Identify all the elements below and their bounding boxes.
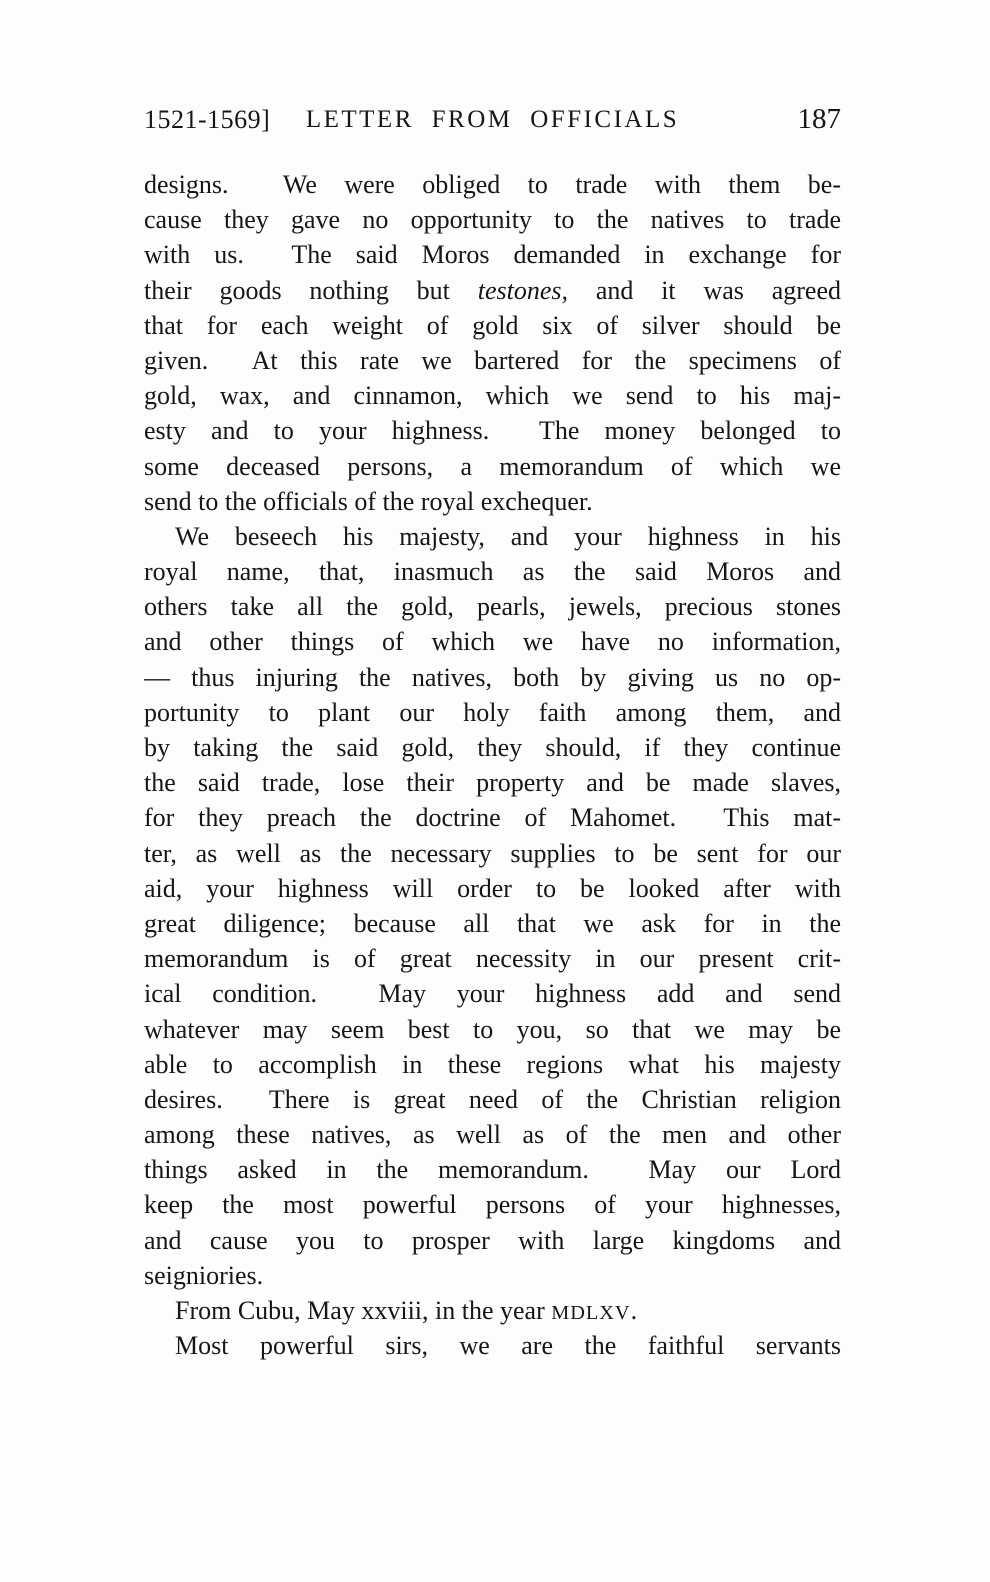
header-year-range: 1521-1569] — [144, 105, 271, 134]
text-line: some deceased persons, a memorandum of which we — [144, 451, 841, 481]
small-caps-year: MDLXV — [551, 1302, 631, 1324]
header-title: LETTER FROM OFFICIALS — [305, 106, 680, 133]
text-line: and other things of which we have no information, — [144, 627, 841, 657]
text-line: able to accomplish in these regions what his majesty — [144, 1049, 841, 1079]
header-page-number: 187 — [797, 103, 841, 135]
text-line: We beseech his majesty, and your highness in his — [175, 521, 841, 551]
page-body — [144, 167, 841, 1363]
text-line: the said trade, lose their property and be made slaves, — [144, 768, 841, 798]
text-line: esty and to your highness. The money belonged to — [144, 416, 841, 446]
paragraph — [144, 1293, 841, 1328]
text-line: send to the officials of the royal exchequer. — [144, 486, 593, 516]
text-line: for they preach the doctrine of Mahomet. This mat- — [144, 803, 841, 833]
text-line: aid, your highness will order to be looked after with — [144, 873, 841, 903]
text-line: given. At this rate we bartered for the specimens of — [144, 345, 841, 375]
text-line: and cause you to prosper with large kingdoms and — [144, 1225, 841, 1255]
paragraph — [144, 1328, 841, 1363]
paragraph — [144, 519, 841, 1293]
text-line: gold, wax, and cinnamon, which we send to his maj- — [144, 381, 841, 411]
text-line: — thus injuring the natives, both by giving us no op- — [144, 662, 841, 692]
text-line: seigniories. — [144, 1260, 264, 1290]
text-line: desires. There is great need of the Christian religion — [144, 1084, 841, 1114]
text-line: Most powerful sirs, we are the faithful servants — [175, 1331, 841, 1361]
text-line: their goods nothing but testones, and it was agreed — [144, 275, 841, 305]
text-line: portunity to plant our holy faith among them, and — [144, 697, 841, 727]
text-line: others take all the gold, pearls, jewels, precious stones — [144, 592, 841, 622]
page-header — [144, 103, 841, 137]
text-line: ical condition. May your highness add and send — [144, 979, 841, 1009]
text-line: keep the most powerful persons of your highnesses, — [144, 1190, 841, 1220]
text-line: among these natives, as well as of the men and other — [144, 1120, 841, 1150]
text-line: royal name, that, inasmuch as the said Moros and — [144, 557, 841, 587]
text-line: designs. We were obliged to trade with them be- — [144, 170, 841, 199]
text-line: whatever may seem best to you, so that we may be — [144, 1014, 841, 1044]
text-line: From Cubu, May xxviii, in the year MDLXV. — [175, 1296, 638, 1325]
text-line: cause they gave no opportunity to the natives to trade — [144, 205, 841, 235]
paragraph — [144, 167, 841, 519]
text-line: great diligence; because all that we ask for in the — [144, 908, 841, 938]
text-line: by taking the said gold, they should, if they continue — [144, 733, 841, 762]
text-line: with us. The said Moros demanded in exchange for — [144, 240, 841, 270]
text-line: that for each weight of gold six of silver should be — [144, 310, 841, 340]
text-line: memorandum is of great necessity in our present crit- — [144, 944, 841, 974]
text-line: things asked in the memorandum. May our Lord — [144, 1155, 841, 1185]
text-line: ter, as well as the necessary supplies to be sent for our — [144, 838, 841, 868]
